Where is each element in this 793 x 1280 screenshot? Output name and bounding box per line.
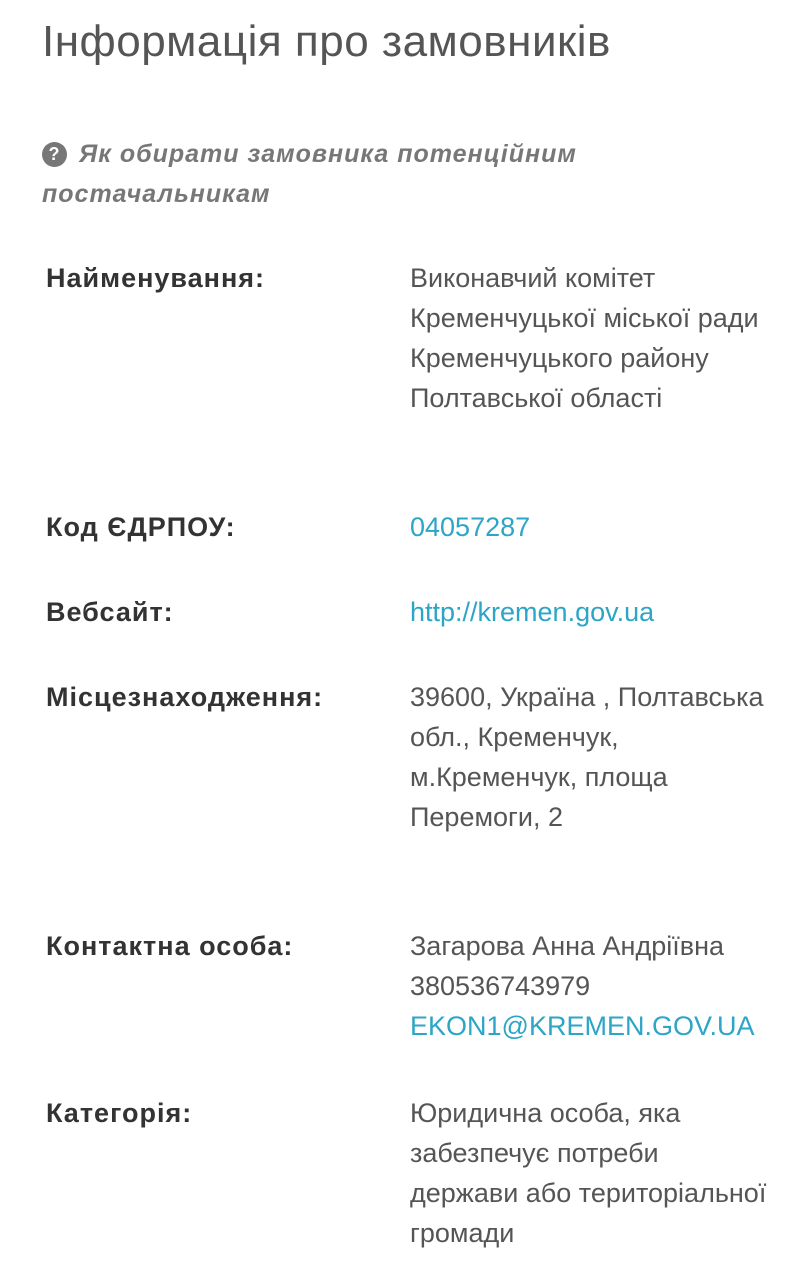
field-label-category: Категорія: [46, 1098, 193, 1128]
website-link[interactable]: http://kremen.gov.ua [410, 597, 655, 627]
field-label-edrpou: Код ЄДРПОУ: [46, 512, 236, 542]
question-circle-icon: ? [42, 142, 67, 167]
help-link-text: Як обирати замовника потенційним постачальникам [42, 140, 577, 208]
page-title: Інформація про замовників [42, 17, 611, 66]
field-label-location: Місцезнаходження: [46, 682, 324, 712]
contact-email-link[interactable]: EKON1@KREMEN.GOV.UA [410, 1011, 755, 1041]
contact-phone: 380536743979 [410, 971, 591, 1001]
field-value-category: Юридична особа, яка забезпечує потреби держави або територіальної громади [410, 1098, 767, 1248]
contact-person: Загарова Анна Андріївна [410, 931, 724, 961]
edrpou-link[interactable]: 04057287 [410, 512, 531, 542]
field-value-name: Виконавчий комітет Кременчуцької міської ради Кременчуцького району Полтавської області [410, 263, 759, 413]
field-label-contact: Контактна особа: [46, 931, 294, 961]
field-label-website: Вебсайт: [46, 597, 174, 627]
field-label-name: Найменування: [46, 263, 266, 293]
help-link[interactable] [42, 134, 682, 214]
field-value-location: 39600, Україна , Полтавська обл., Кременчук, м.Кременчук, площа Перемоги, 2 [410, 682, 764, 832]
